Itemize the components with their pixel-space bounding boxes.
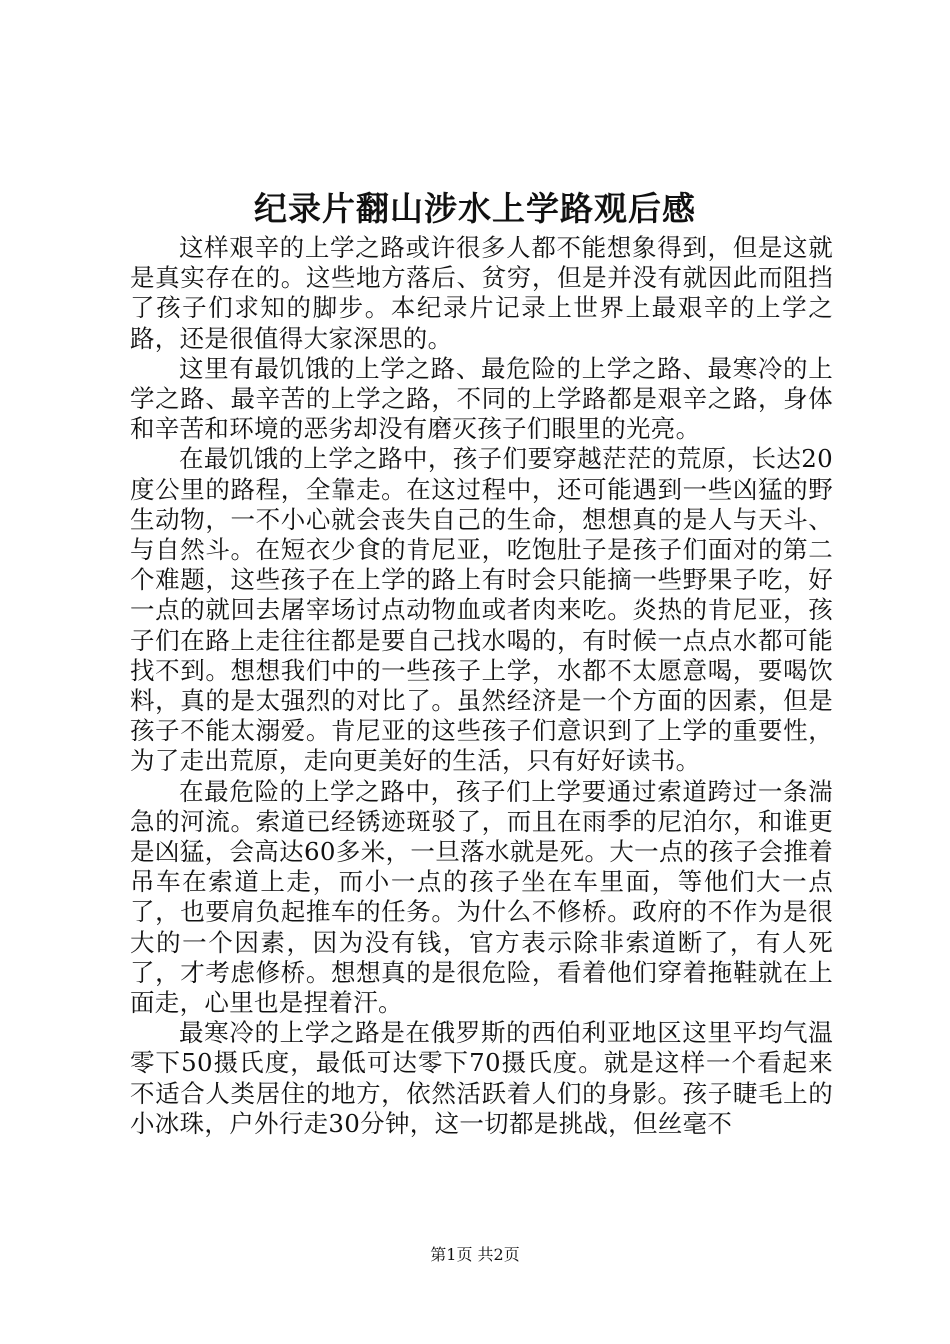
paragraph-2: 这里有最饥饿的上学之路、最危险的上学之路、最寒冷的上学之路、最辛苦的上学之路，不同的上学路都是艰辛之路，身体和辛苦和环境的恶劣却没有磨灭孩子们眼里的光亮。 [130, 353, 833, 444]
paragraph-1: 这样艰辛的上学之路或许很多人都不能想象得到，但是这就是真实存在的。这些地方落后、贫穷，但是并没有就因此而阻挡了孩子们求知的脚步。本纪录片记录上世界上最艰辛的上学之路，还是很值得大家深思的。 [130, 233, 833, 353]
paragraph-4: 在最危险的上学之路中，孩子们上学要通过索道跨过一条湍急的河流。索道已经锈迹斑驳了，而且在雨季的尼泊尔，和谁更是凶猛，会高达60多米，一旦落水就是死。大一点的孩子会推着吊车在索道上走，而小一点的孩子坐在车里面，等他们大一点了，也要肩负起推车的任务。为什么不修桥。政府的不作为是很大的一个因素，因为没有钱，官方表示除非索道断了，有人死了，才考虑修桥。想想真的是很危险，看着他们穿着拖鞋就在上面走，心里也是捏着汗。 [130, 776, 833, 1018]
document-body [130, 233, 833, 1139]
paragraph-3: 在最饥饿的上学之路中，孩子们要穿越茫茫的荒原，长达20度公里的路程，全靠走。在这过程中，还可能遇到一些凶猛的野生动物，一不小心就会丧失自己的生命，想想真的是人与天斗、与自然斗。在短衣少食的肯尼亚，吃饱肚子是孩子们面对的第二个难题，这些孩子在上学的路上有时会只能摘一些野果子吃，好一点的就回去屠宰场讨点动物血或者肉来吃。炎热的肯尼亚，孩子们在路上走往往都是要自己找水喝的，有时候一点点水都可能找不到。想想我们中的一些孩子上学，水都不太愿意喝，要喝饮料，真的是太强烈的对比了。虽然经济是一个方面的因素，但是孩子不能太溺爱。肯尼亚的这些孩子们意识到了上学的重要性，为了走出荒原，走向更美好的生活，只有好好读书。 [130, 444, 833, 776]
paragraph-5: 最寒冷的上学之路是在俄罗斯的西伯利亚地区这里平均气温零下50摄氏度，最低可达零下70摄氏度。就是这样一个看起来不适合人类居住的地方，依然活跃着人们的身影。孩子睫毛上的小冰珠，户外行走30分钟，这一切都是挑战，但丝毫不 [130, 1018, 833, 1138]
page-number-footer: 第1页 共2页 [430, 1245, 520, 1264]
document-title: 纪录片翻山涉水上学路观后感 [254, 189, 696, 228]
